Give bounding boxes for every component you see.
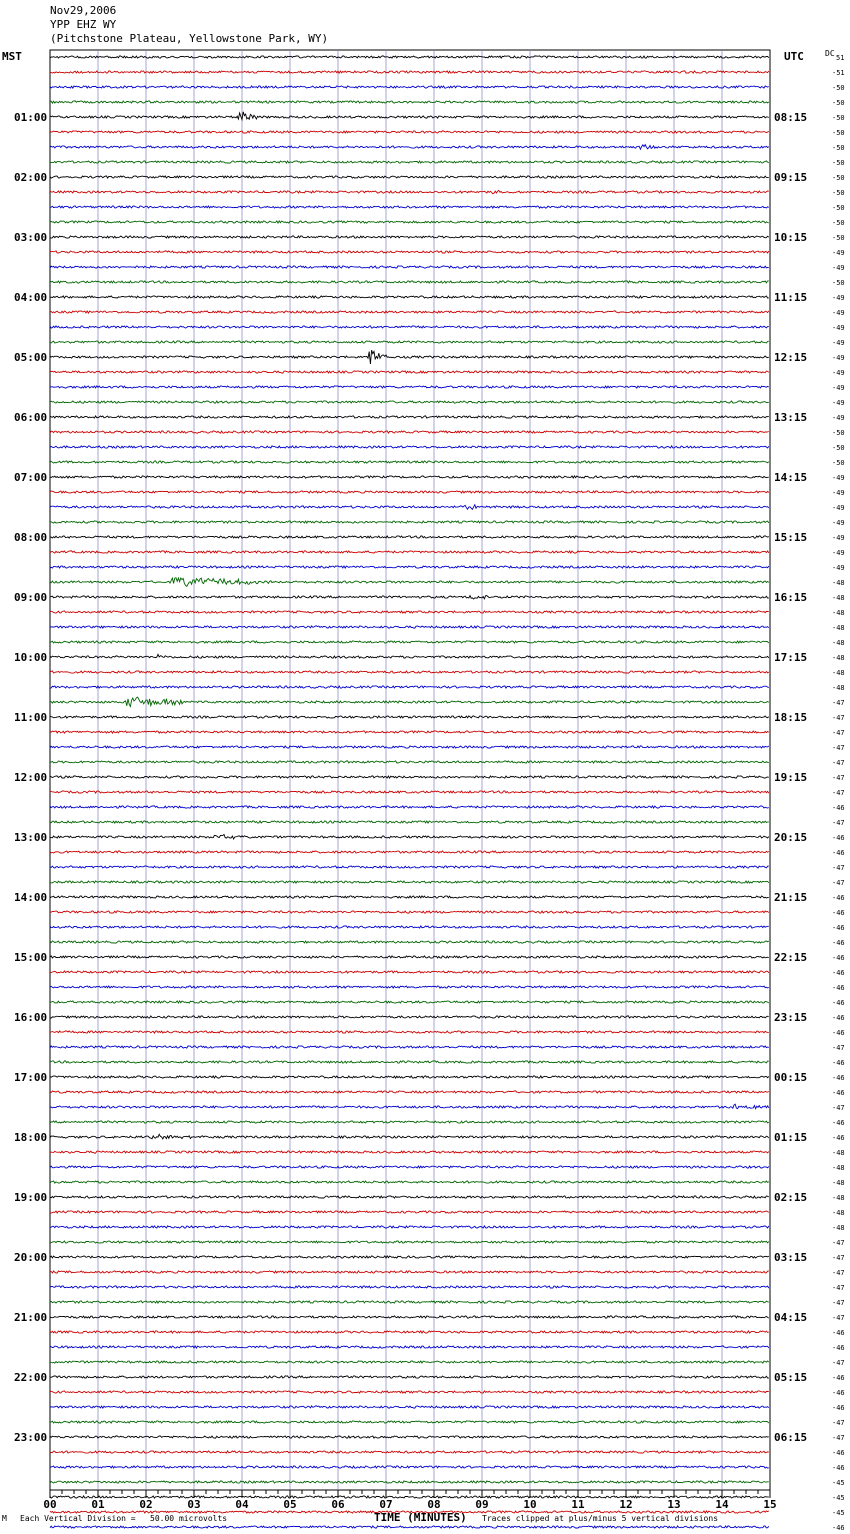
trace-line	[50, 1481, 769, 1483]
hour-label-left: 13:00	[14, 831, 48, 844]
dc-offset-label: -48	[832, 624, 845, 632]
trace-line	[50, 461, 769, 463]
trace-line	[50, 505, 769, 510]
dc-offset-label: -46	[832, 1449, 845, 1457]
dc-offset-label: -48	[832, 1164, 845, 1172]
hour-label-left: 10:00	[14, 651, 48, 664]
trace-line	[50, 1301, 769, 1303]
trace-line	[50, 654, 769, 658]
dc-offset-label: -47	[832, 1254, 845, 1262]
hour-label-right: 00:15	[774, 1071, 808, 1084]
hour-label-right: 23:15	[774, 1011, 808, 1024]
trace-line	[50, 1031, 769, 1033]
trace-line	[50, 71, 769, 73]
trace-line	[50, 731, 769, 733]
hour-label-right: 19:15	[774, 771, 808, 784]
dc-offset-label: -50	[832, 204, 845, 212]
dc-offset-label: -46	[832, 984, 845, 992]
trace-line	[50, 761, 769, 763]
dc-offset-label: -50	[832, 459, 845, 467]
trace-line	[50, 86, 769, 88]
dc-offset-label: -49	[832, 504, 845, 512]
trace-line	[50, 806, 769, 808]
dc-offset-label: -49	[832, 564, 845, 572]
x-tick-label: 10	[523, 1498, 537, 1511]
dc-offset-label: -47	[832, 699, 845, 707]
hour-label-left: 20:00	[14, 1251, 48, 1264]
header-date: Nov29,2006	[50, 4, 117, 17]
dc-offset-label: -46	[832, 849, 845, 857]
x-tick-label: 09	[475, 1498, 489, 1511]
x-axis-title: TIME (MINUTES)	[374, 1511, 467, 1524]
trace-line	[50, 641, 769, 643]
x-tick-label: 03	[187, 1498, 201, 1511]
trace-line	[50, 296, 769, 298]
hour-label-right: 17:15	[774, 651, 808, 664]
header-location: (Pitchstone Plateau, Yellowstone Park, WY)	[50, 32, 329, 45]
dc-offset-label: -48	[832, 654, 845, 662]
dc-offset-label: -48	[832, 669, 845, 677]
trace-line	[50, 431, 769, 433]
trace-line	[50, 236, 769, 238]
hour-label-right: 03:15	[774, 1251, 808, 1264]
dc-offset-label: -51	[832, 69, 845, 77]
x-tick-label: 04	[235, 1498, 249, 1511]
trace-line	[50, 971, 769, 973]
trace-line	[50, 911, 769, 913]
dc-offset-label: -49	[832, 474, 845, 482]
trace-line	[50, 1196, 769, 1198]
hour-label-left: 03:00	[14, 231, 48, 244]
dc-offset-label: -47	[832, 1284, 845, 1292]
x-tick-label: 14	[715, 1498, 729, 1511]
trace-line	[50, 350, 769, 364]
x-tick-label: 07	[379, 1498, 393, 1511]
trace-line	[50, 1166, 769, 1168]
hour-label-right: 10:15	[774, 231, 808, 244]
trace-line	[50, 101, 769, 103]
dc-offset-label: -46	[832, 909, 845, 917]
trace-line	[50, 1361, 769, 1363]
dc-offset-label: -46	[832, 834, 845, 842]
dc-offset-label: -48	[832, 1179, 845, 1187]
trace-line	[50, 446, 769, 448]
hour-label-left: 22:00	[14, 1371, 48, 1384]
dc-offset-label: -48	[832, 1209, 845, 1217]
dc-offset-label: -50	[832, 114, 845, 122]
dc-offset-label: -50	[832, 234, 845, 242]
header-station: YPP EHZ WY	[50, 18, 117, 31]
hour-label-left: 05:00	[14, 351, 48, 364]
trace-line	[50, 746, 769, 748]
trace-line	[50, 1256, 769, 1258]
dc-offset-label: -50	[832, 279, 845, 287]
trace-line	[50, 776, 769, 778]
dc-offset-label: -48	[832, 1224, 845, 1232]
trace-line	[50, 671, 769, 673]
trace-line	[50, 926, 769, 928]
trace-line	[50, 1496, 769, 1498]
dc-offset-label: -46	[832, 1029, 845, 1037]
corner-mark: M	[2, 1514, 7, 1523]
trace-line	[50, 491, 769, 493]
trace-line	[50, 566, 769, 568]
hour-label-right: 06:15	[774, 1431, 808, 1444]
dc-offset-label: -48	[832, 639, 845, 647]
dc-offset-label: -49	[832, 354, 845, 362]
dc-offset-label: -46	[832, 999, 845, 1007]
hour-label-right: 08:15	[774, 111, 808, 124]
dc-offset-label: -46	[832, 1389, 845, 1397]
dc-offset-label: -49	[832, 399, 845, 407]
dc-offset-label: -50	[832, 129, 845, 137]
hour-label-left: 18:00	[14, 1131, 48, 1144]
trace-line	[50, 1121, 769, 1123]
trace-line	[50, 401, 769, 403]
x-tick-label: 15	[763, 1498, 777, 1511]
trace-line	[50, 1271, 769, 1273]
trace-line	[50, 851, 769, 853]
dc-offset-label: -49	[832, 369, 845, 377]
dc-offset-label: -46	[832, 969, 845, 977]
dc-offset-label: -47	[832, 1359, 845, 1367]
hour-label-left: 01:00	[14, 111, 48, 124]
dc-offset-label: -46	[832, 1074, 845, 1082]
trace-line	[50, 1451, 769, 1453]
dc-offset-label: -48	[832, 579, 845, 587]
hour-label-left: 11:00	[14, 711, 48, 724]
dc-offset-label: -50	[832, 189, 845, 197]
dc-offset-label: -48	[832, 1149, 845, 1157]
dc-offset-label: -50	[832, 99, 845, 107]
dc-offset-label: -47	[832, 1299, 845, 1307]
dc-offset-label: -46	[832, 924, 845, 932]
hour-label-left: 12:00	[14, 771, 48, 784]
trace-line	[50, 1091, 769, 1093]
dc-offset-label: -50	[832, 84, 845, 92]
hour-label-left: 07:00	[14, 471, 48, 484]
hour-label-left: 21:00	[14, 1311, 48, 1324]
left-zone-label: MST	[2, 50, 22, 63]
dc-offset-label: -46	[832, 804, 845, 812]
dc-offset-label: -49	[832, 384, 845, 392]
hour-label-left: 23:00	[14, 1431, 48, 1444]
scale-note: Each Vertical Division = 50.00 microvolts	[20, 1514, 228, 1523]
trace-line	[50, 1376, 769, 1378]
dc-offset-label: -49	[832, 264, 845, 272]
hour-label-left: 04:00	[14, 291, 48, 304]
trace-line	[50, 596, 769, 599]
x-tick-label: 01	[91, 1498, 105, 1511]
trace-line	[50, 1241, 769, 1243]
trace-line	[50, 1436, 769, 1438]
x-tick-label: 11	[571, 1498, 585, 1511]
trace-line	[50, 1061, 769, 1063]
dc-offset-label: -46	[832, 1464, 845, 1472]
trace-line	[50, 1391, 769, 1393]
trace-line	[50, 1286, 769, 1288]
dc-offset-label: -50	[832, 219, 845, 227]
dc-offset-label: -47	[832, 714, 845, 722]
hour-label-right: 16:15	[774, 591, 808, 604]
trace-line	[50, 686, 769, 688]
dc-offset-label: -46	[832, 1374, 845, 1382]
dc-offset-label: -50	[832, 174, 845, 182]
clip-note: Traces clipped at plus/minus 5 vertical divisions	[482, 1514, 719, 1523]
x-tick-label: 00	[43, 1498, 57, 1511]
dc-offset-label: -48	[832, 594, 845, 602]
dc-offset-label: -47	[832, 879, 845, 887]
hour-label-right: 05:15	[774, 1371, 808, 1384]
trace-line	[50, 56, 769, 58]
dc-offset-label: -47	[832, 1434, 845, 1442]
dc-offset-label: -49	[832, 414, 845, 422]
trace-line	[50, 1151, 769, 1153]
hour-label-left: 08:00	[14, 531, 48, 544]
trace-line	[50, 221, 769, 223]
dc-offset-label: -46	[832, 1014, 845, 1022]
x-tick-label: 12	[619, 1498, 633, 1511]
dc-offset-label: -47	[832, 1104, 845, 1112]
trace-line	[50, 1526, 769, 1528]
trace-line	[50, 626, 769, 628]
dc-offset-label: -47	[832, 1314, 845, 1322]
hour-label-right: 12:15	[774, 351, 808, 364]
trace-line	[50, 1421, 769, 1423]
trace-line	[50, 1076, 769, 1078]
trace-line	[50, 476, 769, 478]
trace-line	[50, 176, 769, 178]
trace-line	[50, 1134, 769, 1139]
trace-line	[50, 386, 769, 388]
hour-label-right: 04:15	[774, 1311, 808, 1324]
trace-line	[50, 416, 769, 418]
dc-offset-label: -46	[832, 1404, 845, 1412]
trace-line	[50, 697, 769, 707]
trace-line	[50, 1466, 769, 1468]
hour-label-right: 21:15	[774, 891, 808, 904]
trace-line	[50, 835, 769, 840]
trace-line	[50, 941, 769, 943]
trace-line	[50, 536, 769, 538]
trace-line	[50, 551, 769, 553]
trace-line	[50, 161, 769, 163]
hour-label-right: 02:15	[774, 1191, 808, 1204]
dc-offset-label: -45	[832, 1494, 845, 1502]
trace-line	[50, 1406, 769, 1408]
dc-offset-label: -46	[832, 894, 845, 902]
trace-line	[50, 611, 769, 613]
right-zone-label: UTC	[784, 50, 804, 63]
trace-line	[50, 281, 769, 283]
trace-line	[50, 1346, 769, 1348]
trace-line	[50, 896, 769, 898]
dc-offset-label: -49	[832, 294, 845, 302]
trace-line	[50, 206, 769, 208]
x-tick-label: 08	[427, 1498, 441, 1511]
dc-offset-label: -48	[832, 609, 845, 617]
trace-line	[50, 1046, 769, 1048]
trace-line	[50, 1181, 769, 1183]
hour-label-left: 14:00	[14, 891, 48, 904]
trace-line	[50, 371, 769, 373]
dc-label: DC	[825, 49, 835, 58]
dc-offset-label: -50	[832, 159, 845, 167]
dc-offset-label: -49	[832, 309, 845, 317]
hour-label-left: 16:00	[14, 1011, 48, 1024]
dc-offset-label: -47	[832, 789, 845, 797]
dc-offset-label: -46	[832, 1329, 845, 1337]
dc-offset-label: -46	[832, 1059, 845, 1067]
hour-label-left: 09:00	[14, 591, 48, 604]
dc-offset-label: -45	[832, 1479, 845, 1487]
dc-offset-label: -45	[832, 1509, 845, 1517]
dc-offset-label: -46	[832, 1344, 845, 1352]
dc-offset-label: -46	[832, 1119, 845, 1127]
x-tick-label: 02	[139, 1498, 153, 1511]
dc-offset-label: -48	[832, 684, 845, 692]
trace-line	[50, 1316, 769, 1318]
dc-offset-label: -49	[832, 249, 845, 257]
hour-label-left: 15:00	[14, 951, 48, 964]
trace-line	[50, 881, 769, 883]
trace-line	[50, 716, 769, 718]
dc-offset-label: -49	[832, 339, 845, 347]
x-tick-label: 06	[331, 1498, 345, 1511]
hour-label-right: 15:15	[774, 531, 808, 544]
hour-label-right: 14:15	[774, 471, 808, 484]
trace-line	[50, 251, 769, 253]
trace-line	[50, 266, 769, 268]
hour-label-right: 22:15	[774, 951, 808, 964]
trace-line	[50, 131, 769, 133]
trace-line	[50, 145, 769, 150]
dc-offset-label: -47	[832, 1044, 845, 1052]
dc-offset-label: -50	[832, 429, 845, 437]
trace-line	[50, 521, 769, 523]
hour-label-right: 11:15	[774, 291, 808, 304]
dc-offset-label: -46	[832, 939, 845, 947]
dc-offset-label: -46	[832, 1089, 845, 1097]
hour-label-left: 19:00	[14, 1191, 48, 1204]
trace-line	[50, 986, 769, 988]
trace-line	[50, 1016, 769, 1018]
hour-label-right: 20:15	[774, 831, 808, 844]
dc-offset-label: -49	[832, 519, 845, 527]
hour-label-right: 18:15	[774, 711, 808, 724]
trace-line	[50, 578, 769, 587]
trace-line	[50, 112, 769, 120]
dc-offset-label: -50	[832, 144, 845, 152]
dc-offset-label: -49	[832, 489, 845, 497]
dc-offset-label: -49	[832, 534, 845, 542]
dc-offset-label: 51	[836, 54, 845, 62]
dc-offset-label: -47	[832, 729, 845, 737]
dc-offset-label: -47	[832, 744, 845, 752]
trace-line	[50, 1104, 769, 1109]
trace-line	[50, 956, 769, 958]
trace-line	[50, 1211, 769, 1213]
dc-offset-label: -46	[832, 1134, 845, 1142]
dc-offset-label: -49	[832, 324, 845, 332]
hour-label-left: 06:00	[14, 411, 48, 424]
dc-offset-label: -47	[832, 1419, 845, 1427]
hour-label-right: 09:15	[774, 171, 808, 184]
hour-label-right: 13:15	[774, 411, 808, 424]
dc-offset-label: -50	[832, 444, 845, 452]
dc-offset-label: -48	[832, 1194, 845, 1202]
trace-line	[50, 190, 769, 193]
dc-offset-label: -47	[832, 1239, 845, 1247]
trace-line	[50, 326, 769, 328]
dc-offset-label: -47	[832, 774, 845, 782]
dc-offset-label: -47	[832, 1269, 845, 1277]
hour-label-left: 02:00	[14, 171, 48, 184]
x-tick-label: 05	[283, 1498, 297, 1511]
trace-line	[50, 1331, 769, 1333]
hour-label-right: 01:15	[774, 1131, 808, 1144]
dc-offset-label: -47	[832, 864, 845, 872]
dc-offset-label: -49	[832, 549, 845, 557]
x-tick-label: 13	[667, 1498, 681, 1511]
trace-line	[50, 821, 769, 823]
trace-line	[50, 791, 769, 793]
trace-line	[50, 311, 769, 313]
trace-line	[50, 341, 769, 343]
hour-label-left: 17:00	[14, 1071, 48, 1084]
trace-line	[50, 1226, 769, 1228]
dc-offset-label: -46	[832, 1524, 845, 1532]
dc-offset-label: -47	[832, 819, 845, 827]
dc-offset-label: -47	[832, 759, 845, 767]
trace-line	[50, 866, 769, 868]
trace-line	[50, 1001, 769, 1003]
dc-offset-label: -46	[832, 954, 845, 962]
